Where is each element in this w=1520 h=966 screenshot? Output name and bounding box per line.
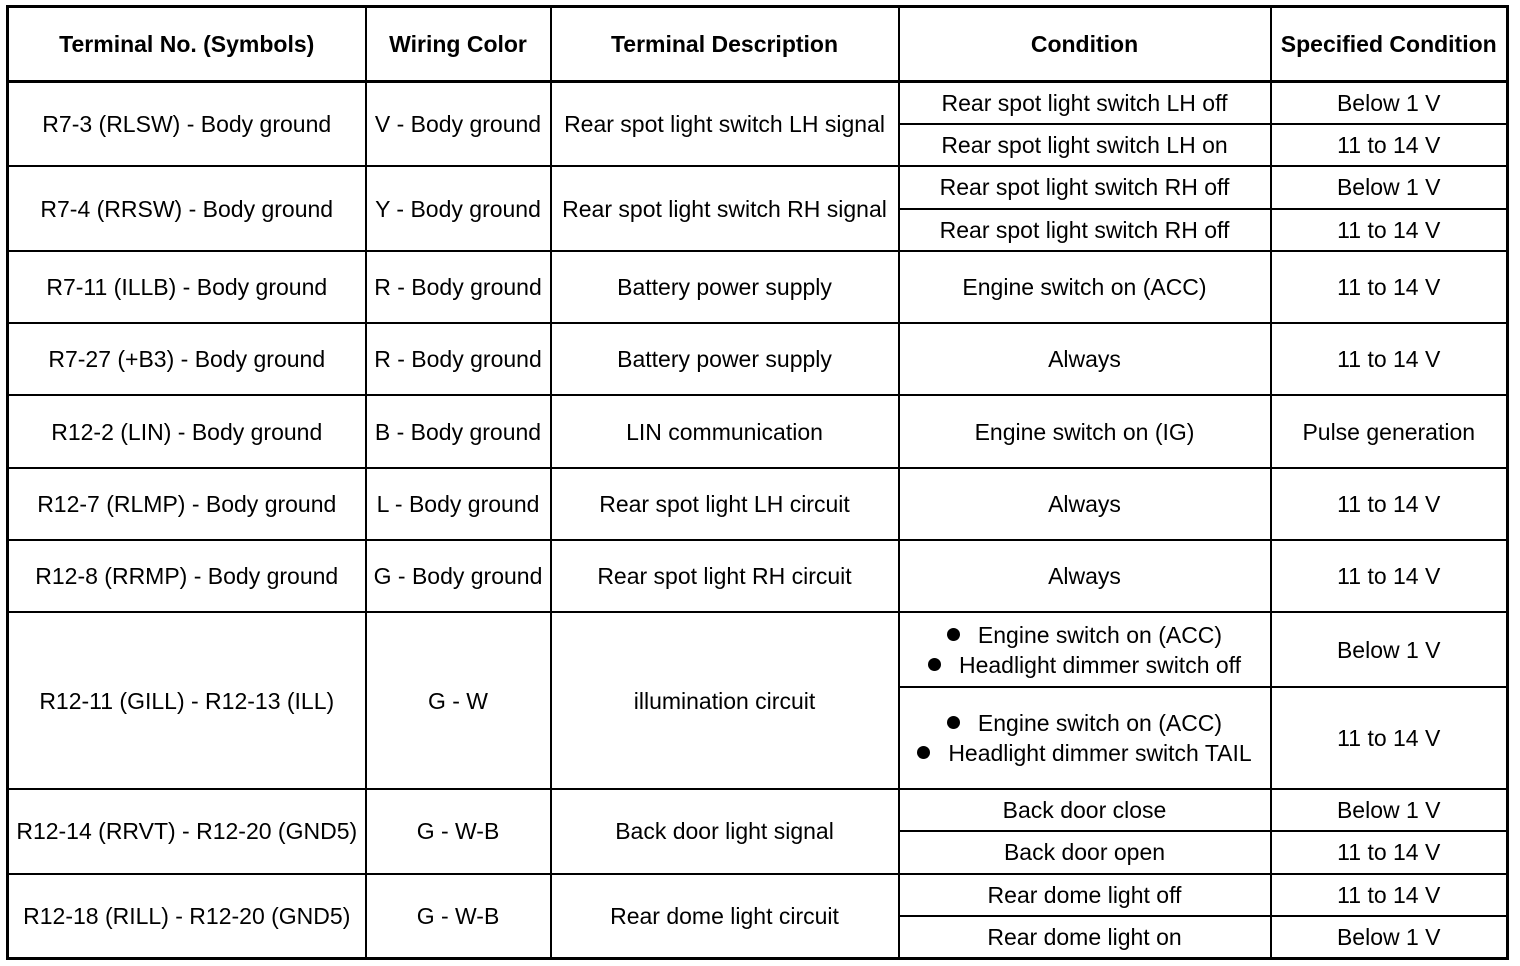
wiring-color-cell: G - W-B	[366, 874, 551, 959]
condition-cell: Always	[899, 323, 1271, 395]
terminal-cell: R12-14 (RRVT) - R12-20 (GND5)	[8, 789, 366, 873]
bullet-icon	[947, 628, 960, 641]
wiring-color-cell: R - Body ground	[366, 251, 551, 323]
spec-cell: 11 to 14 V	[1271, 687, 1508, 789]
wiring-color-cell: V - Body ground	[366, 82, 551, 167]
header-terminal-description: Terminal Description	[551, 7, 899, 82]
table-row	[8, 874, 1508, 916]
description-cell: Rear spot light RH circuit	[551, 540, 899, 612]
header-row	[8, 7, 1508, 82]
spec-cell: 11 to 14 V	[1271, 251, 1508, 323]
condition-cell	[899, 687, 1271, 789]
header-terminal: Terminal No. (Symbols)	[8, 7, 366, 82]
description-cell: Rear spot light switch LH signal	[551, 82, 899, 167]
spec-cell: 11 to 14 V	[1271, 831, 1508, 873]
condition-cell: Back door open	[899, 831, 1271, 873]
spec-cell: Below 1 V	[1271, 166, 1508, 208]
table-row	[8, 82, 1508, 125]
spec-cell: Below 1 V	[1271, 916, 1508, 959]
terminal-cell: R7-11 (ILLB) - Body ground	[8, 251, 366, 323]
terminal-cell: R12-11 (GILL) - R12-13 (ILL)	[8, 612, 366, 789]
bullet-text: Headlight dimmer switch off	[958, 651, 1242, 678]
bullet-item	[904, 738, 1266, 768]
spec-cell: 11 to 14 V	[1271, 209, 1508, 251]
spec-cell: 11 to 14 V	[1271, 468, 1508, 540]
terminal-cell: R12-18 (RILL) - R12-20 (GND5)	[8, 874, 366, 959]
wiring-color-cell: G - Body ground	[366, 540, 551, 612]
bullet-item	[904, 620, 1266, 650]
condition-cell: Always	[899, 540, 1271, 612]
condition-cell: Rear spot light switch LH off	[899, 82, 1271, 125]
table-row	[8, 540, 1508, 612]
terminal-spec-table	[6, 5, 1509, 960]
spec-cell: Below 1 V	[1271, 82, 1508, 125]
spec-cell: Below 1 V	[1271, 612, 1508, 686]
bullet-icon	[917, 746, 930, 759]
header-condition: Condition	[899, 7, 1271, 82]
table-row	[8, 612, 1508, 686]
bullet-text: Engine switch on (ACC)	[977, 709, 1223, 736]
bullet-item	[904, 650, 1266, 680]
description-cell: Rear spot light switch RH signal	[551, 166, 899, 250]
wiring-color-cell: R - Body ground	[366, 323, 551, 395]
condition-cell: Back door close	[899, 789, 1271, 831]
bullet-icon	[947, 716, 960, 729]
condition-cell: Rear dome light off	[899, 874, 1271, 916]
wiring-color-cell: Y - Body ground	[366, 166, 551, 250]
spec-cell: Pulse generation	[1271, 395, 1508, 467]
spec-cell: 11 to 14 V	[1271, 124, 1508, 166]
wiring-color-cell: L - Body ground	[366, 468, 551, 540]
condition-cell: Rear spot light switch RH off	[899, 209, 1271, 251]
condition-cell: Engine switch on (ACC)	[899, 251, 1271, 323]
condition-cell: Always	[899, 468, 1271, 540]
spec-cell: 11 to 14 V	[1271, 540, 1508, 612]
bullet-text: Engine switch on (ACC)	[977, 621, 1223, 648]
condition-cell: Rear spot light switch LH on	[899, 124, 1271, 166]
terminal-cell: R7-27 (+B3) - Body ground	[8, 323, 366, 395]
description-cell: illumination circuit	[551, 612, 899, 789]
description-cell: Battery power supply	[551, 323, 899, 395]
table-row	[8, 395, 1508, 467]
table-row	[8, 251, 1508, 323]
description-cell: Rear dome light circuit	[551, 874, 899, 959]
condition-cell: Rear spot light switch RH off	[899, 166, 1271, 208]
description-cell: LIN communication	[551, 395, 899, 467]
description-cell: Battery power supply	[551, 251, 899, 323]
table-row	[8, 468, 1508, 540]
terminal-cell: R7-3 (RLSW) - Body ground	[8, 82, 366, 167]
terminal-cell: R7-4 (RRSW) - Body ground	[8, 166, 366, 250]
condition-cell: Engine switch on (IG)	[899, 395, 1271, 467]
wiring-color-cell: B - Body ground	[366, 395, 551, 467]
bullet-icon	[928, 658, 941, 671]
condition-cell	[899, 612, 1271, 686]
spec-cell: 11 to 14 V	[1271, 874, 1508, 916]
spec-cell: Below 1 V	[1271, 789, 1508, 831]
header-wiring-color: Wiring Color	[366, 7, 551, 82]
terminal-cell: R12-7 (RLMP) - Body ground	[8, 468, 366, 540]
table-row	[8, 789, 1508, 831]
description-cell: Back door light signal	[551, 789, 899, 873]
wiring-color-cell: G - W-B	[366, 789, 551, 873]
table-row	[8, 323, 1508, 395]
terminal-cell: R12-8 (RRMP) - Body ground	[8, 540, 366, 612]
table-row	[8, 166, 1508, 208]
wiring-color-cell: G - W	[366, 612, 551, 789]
terminal-cell: R12-2 (LIN) - Body ground	[8, 395, 366, 467]
condition-cell: Rear dome light on	[899, 916, 1271, 959]
description-cell: Rear spot light LH circuit	[551, 468, 899, 540]
spec-cell: 11 to 14 V	[1271, 323, 1508, 395]
bullet-item	[904, 708, 1266, 738]
header-specified-condition: Specified Condition	[1271, 7, 1508, 82]
bullet-text: Headlight dimmer switch TAIL	[948, 739, 1252, 766]
